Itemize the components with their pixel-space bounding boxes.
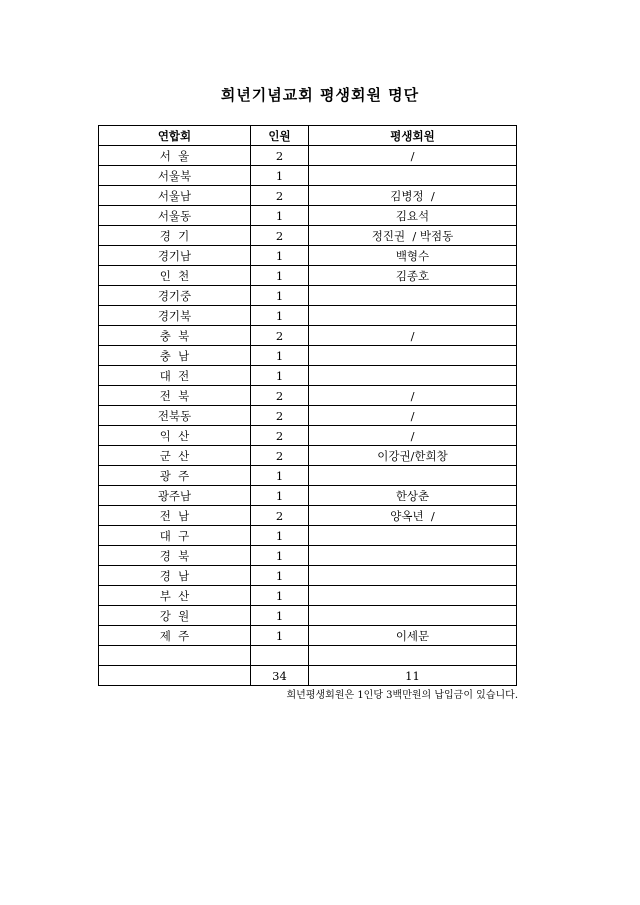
region-cell: 인 천 [99,266,251,286]
table-row [99,506,517,526]
table-row [99,406,517,426]
region-cell: 광 주 [99,466,251,486]
members-cell: 김종호 [309,266,517,286]
members-cell [309,166,517,186]
table-row [99,206,517,226]
region-cell: 서울동 [99,206,251,226]
count-cell: 1 [251,246,309,266]
table-row [99,226,517,246]
members-cell: 이강권/한희창 [309,446,517,466]
count-cell: 1 [251,586,309,606]
members-cell [309,346,517,366]
region-cell: 부 산 [99,586,251,606]
count-cell: 1 [251,626,309,646]
region-cell: 서 울 [99,146,251,166]
total-members: 11 [309,666,517,686]
totals-row [99,666,517,686]
count-cell: 1 [251,366,309,386]
count-cell: 1 [251,466,309,486]
count-cell: 1 [251,606,309,626]
members-cell: / [309,406,517,426]
count-cell: 1 [251,486,309,506]
blank-cell [99,646,251,666]
count-cell: 2 [251,186,309,206]
table-row [99,526,517,546]
members-cell [309,566,517,586]
members-cell: 한상춘 [309,486,517,506]
count-cell: 2 [251,406,309,426]
table-row [99,146,517,166]
count-cell: 1 [251,306,309,326]
region-cell: 서울북 [99,166,251,186]
count-cell: 1 [251,546,309,566]
member-table [98,125,517,686]
region-cell: 경기남 [99,246,251,266]
table-row [99,486,517,506]
table-row [99,466,517,486]
region-cell: 경기북 [99,306,251,326]
header-members: 평생회원 [309,126,517,146]
table-row [99,626,517,646]
region-cell: 경 기 [99,226,251,246]
region-cell: 경 북 [99,546,251,566]
members-cell: 양옥년 / [309,506,517,526]
region-cell: 전 남 [99,506,251,526]
count-cell: 2 [251,326,309,346]
region-cell: 경 남 [99,566,251,586]
blank-row [99,646,517,666]
count-cell: 1 [251,346,309,366]
region-cell: 제 주 [99,626,251,646]
region-cell: 충 남 [99,346,251,366]
header-count: 인원 [251,126,309,146]
table-row [99,426,517,446]
members-cell [309,466,517,486]
members-cell: / [309,426,517,446]
members-cell: 이세문 [309,626,517,646]
table-row [99,286,517,306]
members-cell [309,606,517,626]
region-cell: 대 구 [99,526,251,546]
table-row [99,586,517,606]
members-cell: 정진권 / 박점동 [309,226,517,246]
members-cell: / [309,146,517,166]
header-region: 연합회 [99,126,251,146]
footnote: 희년평생회원은 1인당 3백만원의 납입금이 있습니다. [286,690,518,701]
members-cell [309,586,517,606]
table-row [99,166,517,186]
total-count: 34 [251,666,309,686]
members-cell: 백형수 [309,246,517,266]
table-row [99,306,517,326]
members-cell [309,366,517,386]
region-cell: 전북동 [99,406,251,426]
members-cell [309,306,517,326]
table-row [99,266,517,286]
table-row [99,606,517,626]
count-cell: 1 [251,206,309,226]
region-cell: 대 전 [99,366,251,386]
count-cell: 2 [251,386,309,406]
region-cell: 경기중 [99,286,251,306]
count-cell: 1 [251,566,309,586]
table-header-row [99,126,517,146]
count-cell: 1 [251,286,309,306]
members-cell [309,526,517,546]
region-cell: 서울남 [99,186,251,206]
table-row [99,566,517,586]
members-cell [309,546,517,566]
count-cell: 2 [251,506,309,526]
count-cell: 2 [251,426,309,446]
table-row [99,246,517,266]
table-row [99,346,517,366]
members-cell: 김병정 / [309,186,517,206]
count-cell: 2 [251,226,309,246]
region-cell: 군 산 [99,446,251,466]
count-cell: 2 [251,446,309,466]
page-title: 희년기념교회 평생회원 명단 [220,86,420,104]
region-cell: 광주남 [99,486,251,506]
region-cell: 익 산 [99,426,251,446]
count-cell: 1 [251,266,309,286]
region-cell: 강 원 [99,606,251,626]
table-row [99,546,517,566]
table-row [99,366,517,386]
count-cell: 1 [251,166,309,186]
totals-label-cell [99,666,251,686]
blank-cell [309,646,517,666]
region-cell: 전 북 [99,386,251,406]
table-body [99,146,517,646]
members-cell [309,286,517,306]
blank-cell [251,646,309,666]
table-row [99,446,517,466]
table-row [99,326,517,346]
members-cell: / [309,386,517,406]
count-cell: 1 [251,526,309,546]
table-row [99,386,517,406]
table-row [99,186,517,206]
members-cell: 김요석 [309,206,517,226]
region-cell: 충 북 [99,326,251,346]
members-cell: / [309,326,517,346]
count-cell: 2 [251,146,309,166]
